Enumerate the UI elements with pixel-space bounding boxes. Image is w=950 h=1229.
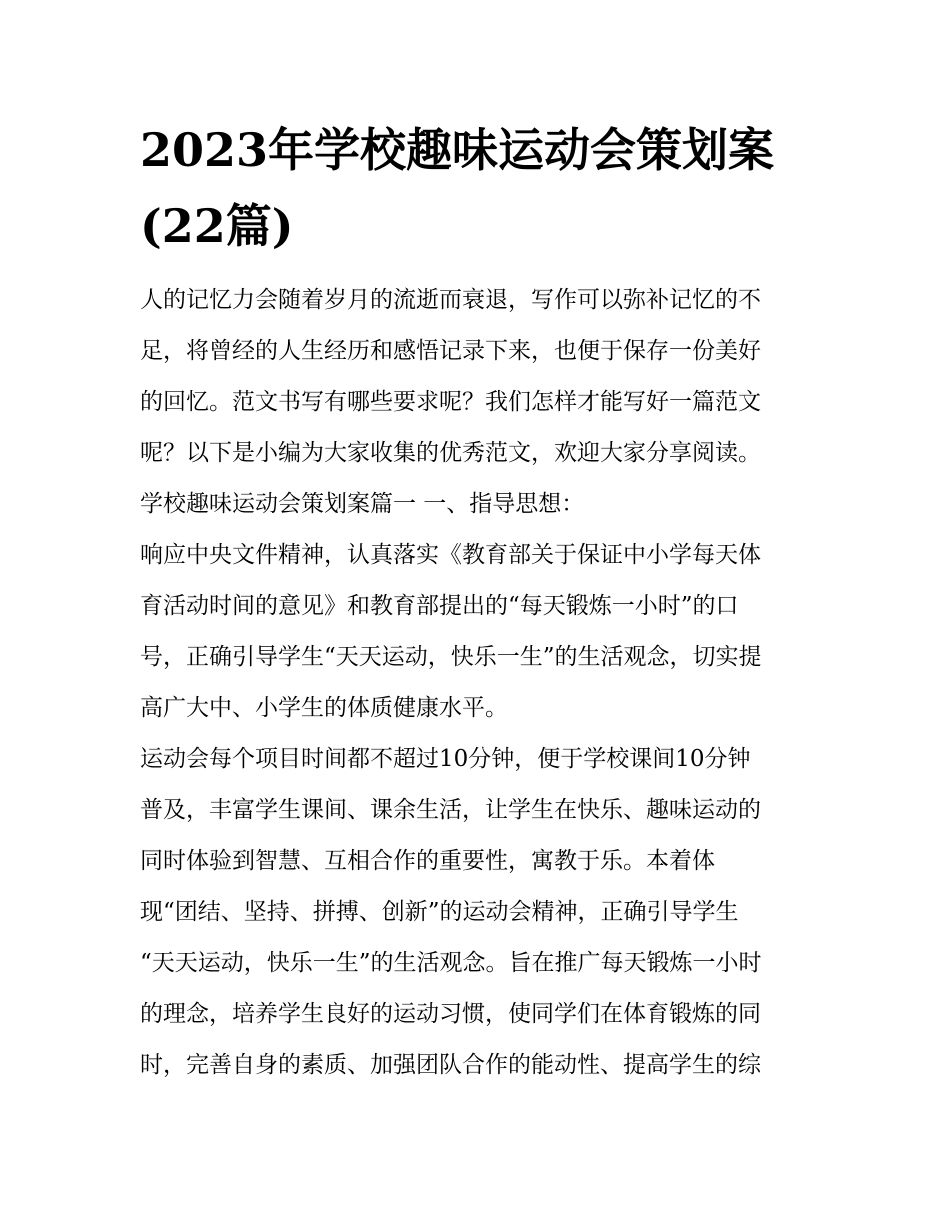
document-title bbox=[140, 112, 820, 264]
body-line: “天天运动，快乐一生”的生活观念。旨在推广每天锻炼一小时 bbox=[140, 950, 762, 976]
body-line: 号，正确引导学生“天天运动，快乐一生”的生活观念，切实提 bbox=[140, 644, 762, 670]
title-line: (22篇) bbox=[140, 199, 294, 253]
section-heading: 学校趣味运动会策划案篇一 一、指导思想： bbox=[140, 491, 585, 517]
body-line: 高广大中、小学生的体质健康水平。 bbox=[140, 695, 508, 721]
body-line: 的理念，培养学生良好的运动习惯，使同学们在体育锻炼的同 bbox=[140, 1001, 761, 1027]
body-line: 同时体验到智慧、互相合作的重要性，寓教于乐。本着体 bbox=[140, 848, 715, 874]
body-line: 人的记忆力会随着岁月的流逝而衰退，写作可以弥补记忆的不 bbox=[140, 287, 761, 313]
body-line: 时，完善自身的素质、加强团队合作的能动性、提高学生的综 bbox=[140, 1052, 761, 1078]
body-line: 运动会每个项目时间都不超过10分钟，便于学校课间10分钟 bbox=[140, 746, 751, 772]
body-line: 响应中央文件精神，认真落实《教育部关于保证中小学每天体 bbox=[140, 542, 761, 568]
body-line: 育活动时间的意见》和教育部提出的“每天锻炼一小时”的口 bbox=[140, 593, 739, 619]
body-line: 普及，丰富学生课间、课余生活，让学生在快乐、趣味运动的 bbox=[140, 797, 761, 823]
title-line: 2023年学校趣味运动会策划案 bbox=[140, 123, 775, 177]
document-body bbox=[140, 275, 820, 1091]
body-line: 呢？以下是小编为大家收集的优秀范文，欢迎大家分享阅读。 bbox=[140, 440, 761, 466]
body-line: 足，将曾经的人生经历和感悟记录下来，也便于保存一份美好 bbox=[140, 338, 761, 364]
body-line: 现“团结、坚持、拼搏、创新”的运动会精神，正确引导学生 bbox=[140, 899, 739, 925]
body-line: 的回忆。范文书写有哪些要求呢？我们怎样才能写好一篇范文 bbox=[140, 389, 761, 415]
